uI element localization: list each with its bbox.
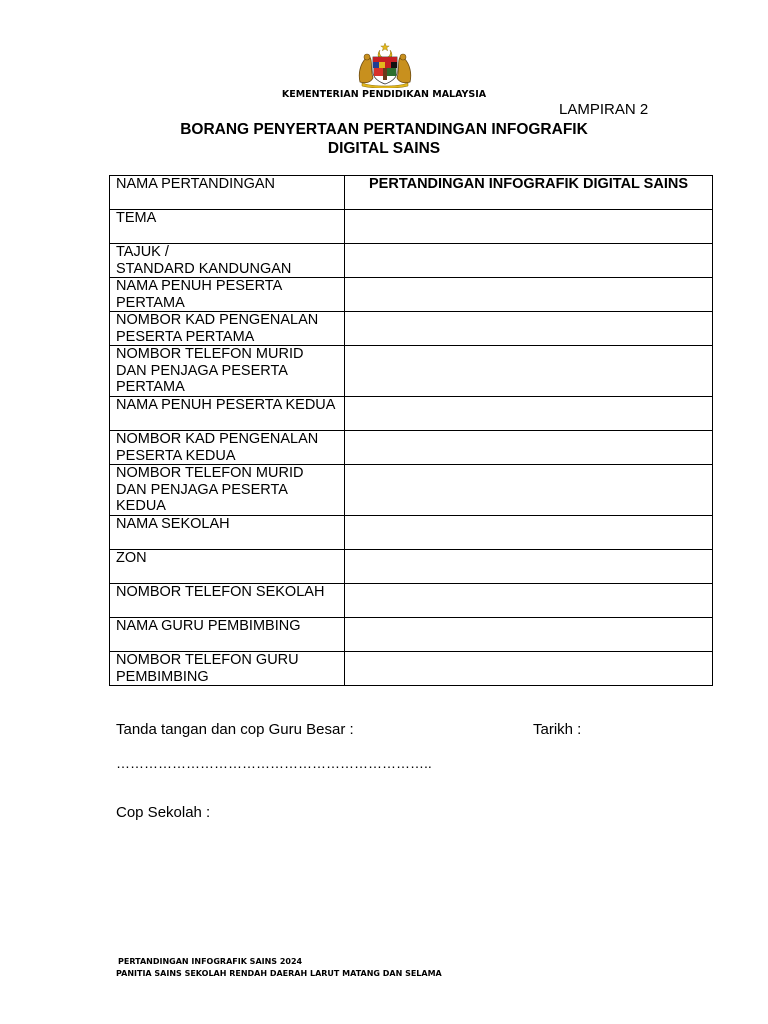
- participant-1-phone-field[interactable]: [345, 346, 713, 397]
- field-label: NAMA PENUH PESERTA PERTAMA: [110, 278, 345, 312]
- table-row: [110, 312, 713, 346]
- participant-1-name-field[interactable]: [345, 278, 713, 312]
- participant-1-ic-field[interactable]: [345, 312, 713, 346]
- footer-line-2: PANITIA SAINS SEKOLAH RENDAH DAERAH LARUT MATANG DAN SELAMA: [116, 969, 442, 978]
- headmaster-signature-label: Tanda tangan dan cop Guru Besar :: [116, 721, 354, 738]
- teacher-phone-field[interactable]: [345, 652, 713, 686]
- zone-field[interactable]: [345, 550, 713, 584]
- registration-form-table: [109, 175, 713, 686]
- table-row: [110, 278, 713, 312]
- table-row: [110, 550, 713, 584]
- table-row: [110, 584, 713, 618]
- table-row: [110, 652, 713, 686]
- table-row: [110, 244, 713, 278]
- field-label: NOMBOR TELEFON GURU PEMBIMBING: [110, 652, 345, 686]
- table-row: [110, 176, 713, 210]
- form-title: [0, 120, 768, 158]
- field-label: NAMA SEKOLAH: [110, 516, 345, 550]
- footer-line-1: PERTANDINGAN INFOGRAFIK SAINS 2024: [118, 957, 303, 966]
- field-label: NOMBOR TELEFON SEKOLAH: [110, 584, 345, 618]
- field-label: NAMA PENUH PESERTA KEDUA: [110, 397, 345, 431]
- table-row: [110, 516, 713, 550]
- field-label: NOMBOR TELEFON MURID DAN PENJAGA PESERTA KEDUA: [110, 465, 345, 516]
- table-row: [110, 618, 713, 652]
- field-label: NAMA PERTANDINGAN: [110, 176, 345, 210]
- school-name-field[interactable]: [345, 516, 713, 550]
- form-title-line-1: BORANG PENYERTAAN PERTANDINGAN INFOGRAFIK: [180, 121, 588, 138]
- field-label: [110, 244, 345, 278]
- field-label: NOMBOR KAD PENGENALAN PESERTA PERTAMA: [110, 312, 345, 346]
- field-label-line-2: STANDARD KANDUNGAN: [116, 260, 292, 277]
- page-footer: [116, 956, 442, 980]
- theme-field[interactable]: [345, 210, 713, 244]
- coat-of-arms-logo: [356, 42, 414, 88]
- form-title-line-2: DIGITAL SAINS: [327, 140, 441, 157]
- participant-2-ic-field[interactable]: [345, 431, 713, 465]
- table-row: [110, 397, 713, 431]
- school-stamp-label: Cop Sekolah :: [116, 804, 211, 821]
- table-row: [110, 346, 713, 397]
- signature-line: …………………………………………………………..: [116, 755, 432, 771]
- school-phone-field[interactable]: [345, 584, 713, 618]
- table-row: [110, 210, 713, 244]
- participant-2-phone-field[interactable]: [345, 465, 713, 516]
- ministry-name: KEMENTERIAN PENDIDIKAN MALAYSIA: [281, 89, 487, 100]
- field-label: NOMBOR KAD PENGENALAN PESERTA KEDUA: [110, 431, 345, 465]
- appendix-label: LAMPIRAN 2: [559, 101, 649, 118]
- title-standard-field[interactable]: [345, 244, 713, 278]
- field-label: ZON: [110, 550, 345, 584]
- participant-2-name-field[interactable]: [345, 397, 713, 431]
- teacher-name-field[interactable]: [345, 618, 713, 652]
- date-label: Tarikh :: [533, 721, 582, 738]
- field-label: NOMBOR TELEFON MURID DAN PENJAGA PESERTA PERTAMA: [110, 346, 345, 397]
- competition-name-value: PERTANDINGAN INFOGRAFIK DIGITAL SAINS: [345, 176, 713, 210]
- field-label: TEMA: [110, 210, 345, 244]
- table-row: [110, 431, 713, 465]
- table-row: [110, 465, 713, 516]
- field-label-line-1: TAJUK /: [116, 244, 169, 260]
- field-label: NAMA GURU PEMBIMBING: [110, 618, 345, 652]
